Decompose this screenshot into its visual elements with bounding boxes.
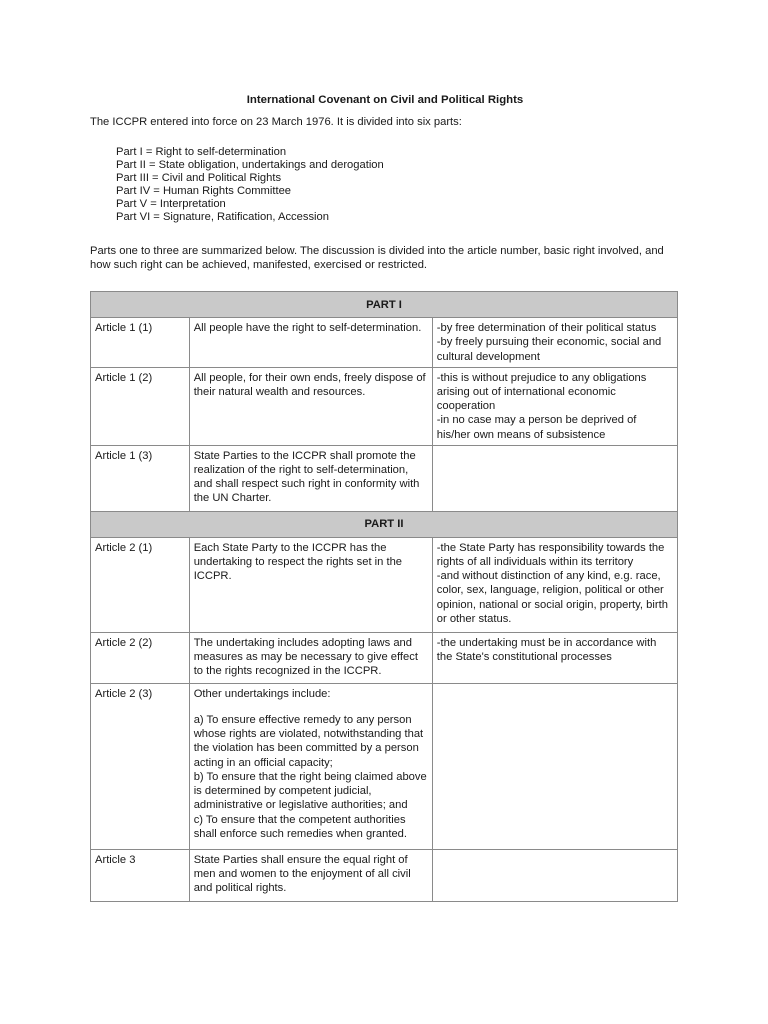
article-cell: Article 1 (3) [91,445,190,511]
note-line: -by freely pursuing their economic, social and cultural development [436,336,662,363]
notes-cell [432,683,677,849]
right-cell: The undertaking includes adopting laws and measures as may be necessary to give effect to the rights recognized in the ICCPR. [189,632,432,683]
parts-list-item: Part I = Right to self-determination [116,146,287,159]
right-cell [189,683,432,849]
notes-cell [432,318,677,368]
note-line: -the undertaking must be in accordance with the State's constitutional processes [436,636,657,664]
right-cell: All people, for their own ends, freely dispose of their natural wealth and resources. [189,367,432,445]
article-cell: Article 1 (2) [91,367,190,445]
parts-list-item: Part VI = Signature, Ratification, Accession [116,210,329,223]
intro-paragraph: The ICCPR entered into force on 23 March 1976. It is divided into six parts: [90,116,462,129]
part-header-row [91,511,678,537]
article-cell: Article 2 (1) [91,537,190,632]
parts-list-item: Part IV = Human Rights Committee [116,185,292,198]
table-row [91,318,678,368]
parts-list-item: Part V = Interpretation [116,198,226,211]
notes-cell [432,445,677,511]
note-line: -the State Party has responsibility towards the rights of all individuals within its territory [436,541,665,569]
note-line: -this is without prejudice to any obligations arising out of international economic cooperation [436,371,647,413]
table-row [91,849,678,901]
article-cell: Article 1 (1) [91,318,190,368]
table-row [91,632,678,683]
right-intro: Other undertakings include: [193,687,331,700]
right-item: c) To ensure that the competent authorities shall enforce such remedies when granted. [193,813,407,840]
note-line: -and without distinction of any kind, e.g. race, color, sex, language, religion, political or other opinion, national or social origin, property, birth or other status. [436,570,668,625]
article-cell: Article 3 [91,849,190,901]
notes-cell [432,849,677,901]
summary-paragraph: Parts one to three are summarized below. The discussion is divided into the article number, basic right involved, and how such right can be achieved, manifested, exercised or restricted. [90,244,664,272]
notes-cell [432,632,677,683]
part-header-row [91,292,678,318]
document-title: International Covenant on Civil and Political Rights [246,94,524,106]
parts-list-item: Part II = State obligation, undertakings and derogation [116,159,384,172]
right-cell: All people have the right to self-determination. [189,318,432,368]
note-line: -by free determination of their political status [436,322,657,335]
table-row [91,367,678,445]
right-cell: State Parties to the ICCPR shall promote the realization of the right to self-determination, and shall respect such right in conformity with the UN Charter. [189,445,432,511]
note-line: -in no case may a person be deprived of his/her own means of subsistence [436,414,637,441]
right-cell: State Parties shall ensure the equal right of men and women to the enjoyment of all civil and political rights. [189,849,432,901]
article-cell: Article 2 (2) [91,632,190,683]
notes-cell [432,367,677,445]
table-row [91,537,678,632]
right-item: b) To ensure that the right being claimed above is determined by competent judicial, administrative or legislative authorities; and [193,770,427,812]
parts-list [116,146,680,223]
table-row [91,445,678,511]
table-row [91,683,678,849]
right-item: a) To ensure effective remedy to any person whose rights are violated, notwithstanding that the violation has been committed by a person acting in an official capacity; [193,714,424,769]
article-cell: Article 2 (3) [91,683,190,849]
rights-table [90,291,678,902]
spacer [194,701,428,713]
part-i-heading: PART I [91,292,678,318]
right-cell: Each State Party to the ICCPR has the undertaking to respect the rights set in the ICCPR. [189,537,432,632]
parts-list-item: Part III = Civil and Political Rights [116,172,282,185]
notes-cell [432,537,677,632]
document-page [90,93,680,902]
part-ii-heading: PART II [91,511,678,537]
